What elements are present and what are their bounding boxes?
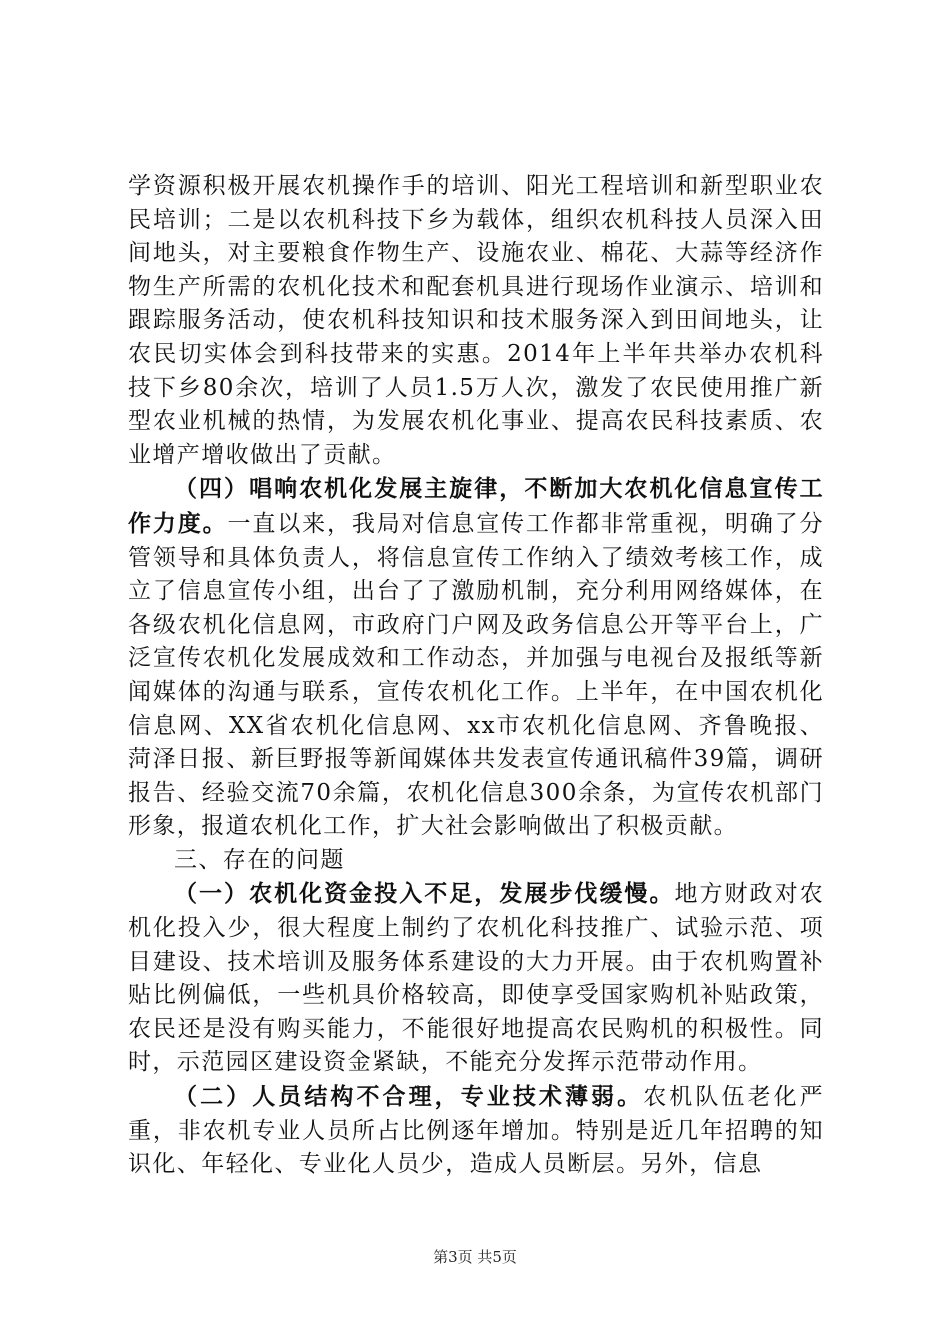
section-heading-4: （四）唱响农机化发展主旋律，不断加大农机化信息宣传工作力度。 — [128, 475, 824, 537]
paragraph-publicity — [128, 472, 824, 844]
paragraph-training — [128, 170, 824, 472]
section-heading-2: （二）人员结构不合理，专业技术薄弱。 — [174, 1083, 644, 1111]
page-number: 第3页 共5页 — [433, 1248, 517, 1266]
paragraph-text: 地方财政对农机化投入少，很大程度上制约了农机化科技推广、试验示范、项目建设、技术培训及服务体系建设的大力开展。由于农机购置补贴比例偏低，一些机具价格较高，即使享受国家购机补贴政策，农民还是没有购买能力，不能很好地提高农民购机的积极性。同时，示范园区建设资金紧缺，不能充分发挥示范带动作用。 — [128, 881, 825, 1076]
document-body — [128, 170, 824, 1182]
paragraph-text: 农机队伍老化严重，非农机专业人员所占比例逐年增加。特别是近几年招聘的知识化、年轻化、专业化人员少，造成人员断层。另外，信息 — [128, 1084, 824, 1178]
section-heading-1: （一）农机化资金投入不足，发展步伐缓慢。 — [174, 880, 675, 908]
heading-text: 三、存在的问题 — [174, 846, 345, 873]
paragraph-staffing — [128, 1080, 824, 1182]
paragraph-text: 学资源积极开展农机操作手的培训、阳光工程培训和新型职业农民培训；二是以农机科技下乡为载体，组织农机科技人员深入田间地头，对主要粮食作物生产、设施农业、棉花、大蒜等经济作物生产所需的农机化技术和配套机具进行现场作业演示、培训和跟踪服务活动，使农机科技知识和技术服务深入到田间地头，让农民切实体会到科技带来的实惠。2014年上半年共举办农机科技下乡80余次，培训了人员1.5万人次，激发了农民使用推广新型农业机械的热情，为发展农机化事业、提高农民科技素质、农业增产增收做出了贡献。 — [128, 173, 824, 468]
paragraph-funding — [128, 877, 824, 1080]
section-heading-problems — [128, 844, 824, 878]
page-footer — [0, 1247, 950, 1267]
paragraph-text: 一直以来，我局对信息宣传工作都非常重视，明确了分管领导和具体负责人，将信息宣传工作纳入了绩效考核工作，成立了信息宣传小组，出台了了激励机制，充分利用网络媒体，在各级农机化信息网，市政府门户网及政务信息公开等平台上，广泛宣传农机化发展成效和工作动态，并加强与电视台及报纸等新闻媒体的沟通与联系，宣传农机化工作。上半年，在中国农机化信息网、XX省农机化信息网、xx市农机化信息网、齐鲁晚报、菏泽日报、新巨野报等新闻媒体共发表宣传通讯稿件39篇，调研报告、经验交流70余篇，农机化信息300余条，为宣传农机部门形象，报道农机化工作，扩大社会影响做出了积极贡献。 — [128, 510, 824, 840]
